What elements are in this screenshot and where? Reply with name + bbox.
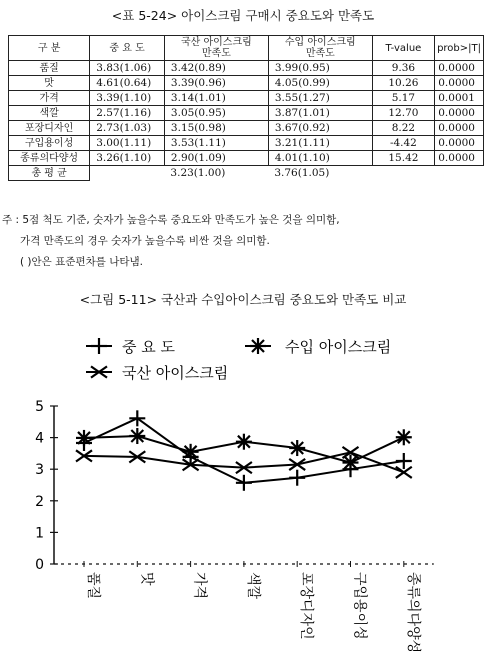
- series-line-plus: [84, 418, 404, 482]
- row-prob: 0.0000: [435, 76, 484, 91]
- row-importance: 4.61(0.64): [90, 76, 165, 91]
- legend-marker-plus: [91, 338, 107, 354]
- header-domestic: 국산 아이스크림 만족도: [164, 36, 268, 61]
- legend-label: 수입 아이스크림: [285, 338, 392, 356]
- chart-series: [76, 410, 412, 490]
- row-importance: 3.83(1.06): [90, 61, 165, 76]
- table-caption: <표 5-24> 아이스크림 구매시 중요도와 만족도: [111, 8, 375, 23]
- x-tick-label: 구입용이성: [351, 572, 368, 640]
- row-domestic: 3.53(1.11): [164, 136, 268, 151]
- y-tick-label: 0: [35, 557, 44, 573]
- row-domestic: 3.15(0.98): [164, 121, 268, 136]
- row-imported: 3.55(1.27): [268, 91, 372, 106]
- data-point-plus: [236, 475, 252, 491]
- data-point-asterisk: [76, 430, 92, 446]
- row-domestic: 3.39(0.96): [164, 76, 268, 91]
- legend-label: 국산 아이스크림: [122, 364, 229, 382]
- x-tick-label: 종류의다양성: [404, 572, 421, 654]
- legend-label: 중 요 도: [122, 338, 176, 356]
- row-prob: 0.0000: [435, 151, 484, 166]
- row-prob: 0.0000: [435, 106, 484, 121]
- row-prob: 0.0000: [435, 136, 484, 151]
- header-importance: 중 요 도: [90, 36, 165, 61]
- header-prob: prob>|T|: [435, 36, 484, 61]
- row-tvalue: 15.42: [372, 151, 434, 166]
- row-importance: 3.26(1.10): [90, 151, 165, 166]
- x-tick-label: 가격: [191, 572, 208, 600]
- note-line: 주 : 5점 척도 기준, 숫자가 높을수록 중요도와 만족도가 높은 것을 의미함,: [2, 214, 340, 226]
- row-imported: 3.67(0.92): [268, 121, 372, 136]
- average-label: 총 평 균: [9, 166, 90, 181]
- y-tick-label: 4: [35, 430, 44, 447]
- row-importance: 2.57(1.16): [90, 106, 165, 121]
- row-imported: 4.01(1.10): [268, 151, 372, 166]
- average-domestic: 3.23(1.00): [170, 166, 226, 179]
- header-category: 구 분: [9, 36, 90, 61]
- data-point-asterisk: [129, 428, 145, 444]
- data-point-asterisk: [236, 434, 252, 450]
- row-item: 색깔: [9, 106, 90, 121]
- figure-caption: <그림 5-11> 국산과 수입아이스크림 중요도와 만족도 비교: [79, 292, 407, 307]
- legend-item: [86, 364, 228, 382]
- row-item: 종류의다양성: [9, 151, 90, 166]
- row-domestic: 3.05(0.95): [164, 106, 268, 121]
- row-tvalue: 8.22: [372, 121, 434, 136]
- row-tvalue: -4.42: [372, 136, 434, 151]
- x-tick-label: 색깔: [244, 572, 261, 600]
- data-point-plus: [129, 410, 145, 426]
- chart-legend: [86, 338, 391, 382]
- row-item: 품질: [9, 61, 90, 76]
- row-tvalue: 5.17: [372, 91, 434, 106]
- header-imported: 수입 아이스크림 만족도: [268, 36, 372, 61]
- row-item: 가격: [9, 91, 90, 106]
- header-tvalue: T-value: [372, 36, 434, 61]
- legend-marker-asterisk: [250, 338, 266, 354]
- row-item: 맛: [9, 76, 90, 91]
- data-point-asterisk: [289, 440, 305, 456]
- legend-item: [86, 338, 176, 356]
- row-item: 포장디자인: [9, 121, 90, 136]
- row-importance: 2.73(1.03): [90, 121, 165, 136]
- data-point-plus: [396, 453, 412, 469]
- row-importance: 3.00(1.11): [90, 136, 165, 151]
- note-line: 가격 만족도의 경우 숫자가 높을수록 비싼 것을 의미함.: [20, 235, 270, 247]
- row-tvalue: 9.36: [372, 61, 434, 76]
- average-imported: 3.76(1.05): [274, 166, 330, 179]
- row-importance: 3.39(1.10): [90, 91, 165, 106]
- row-imported: 3.21(1.11): [268, 136, 372, 151]
- note-line: ( )안은 표준편차를 나타냄.: [20, 256, 143, 268]
- row-imported: 4.05(0.99): [268, 76, 372, 91]
- row-prob: 0.0000: [435, 61, 484, 76]
- y-tick-label: 5: [35, 399, 44, 415]
- data-point-asterisk: [396, 429, 412, 445]
- row-domestic: 2.90(1.09): [164, 151, 268, 166]
- row-domestic: 3.42(0.89): [164, 61, 268, 76]
- data-point-asterisk: [183, 444, 199, 460]
- y-tick-label: 3: [35, 462, 44, 479]
- row-tvalue: 12.70: [372, 106, 434, 121]
- row-imported: 3.99(0.95): [268, 61, 372, 76]
- row-domestic: 3.14(1.01): [164, 91, 268, 106]
- x-tick-label: 포장디자인: [298, 572, 315, 640]
- row-prob: 0.0000: [435, 121, 484, 136]
- data-point-plus: [289, 470, 305, 486]
- legend-item: [245, 338, 391, 356]
- row-prob: 0.0001: [435, 91, 484, 106]
- x-tick-label: 품질: [85, 572, 101, 600]
- y-tick-label: 2: [35, 493, 44, 510]
- y-tick-label: 1: [35, 525, 44, 542]
- row-tvalue: 10.26: [372, 76, 434, 91]
- x-tick-label: 맛: [138, 572, 155, 586]
- row-item: 구입용이성: [9, 136, 90, 151]
- row-imported: 3.87(1.01): [268, 106, 372, 121]
